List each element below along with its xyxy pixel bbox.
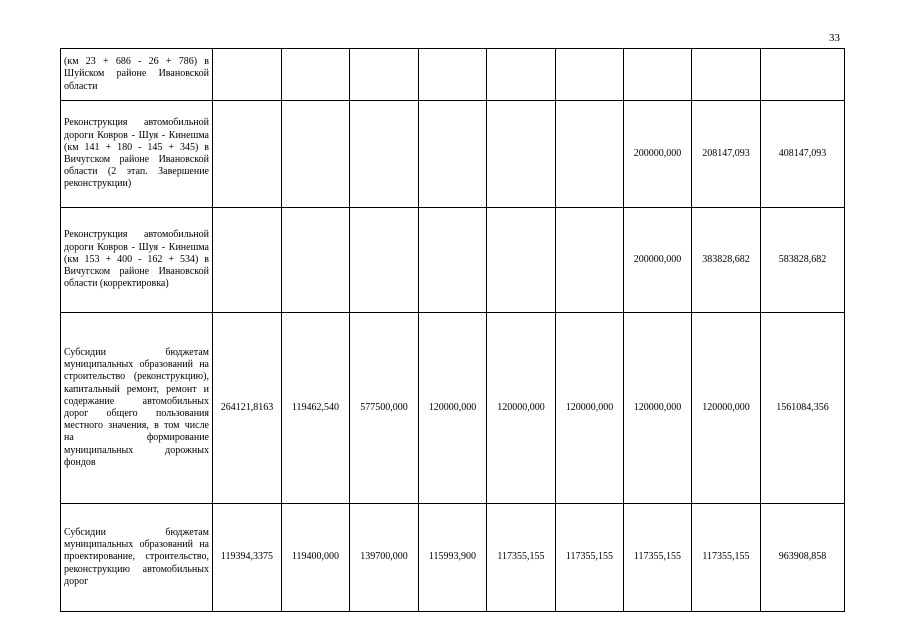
total-cell: 583828,682	[761, 208, 845, 313]
value-cell: 208147,093	[692, 101, 761, 208]
value-cell	[556, 49, 624, 101]
value-cell: 117355,155	[624, 504, 692, 612]
value-cell: 120000,000	[624, 313, 692, 504]
value-cell	[282, 208, 350, 313]
table-row	[61, 49, 845, 101]
value-cell: 120000,000	[692, 313, 761, 504]
value-cell	[282, 49, 350, 101]
total-cell	[761, 49, 845, 101]
value-cell	[487, 49, 556, 101]
total-cell: 963908,858	[761, 504, 845, 612]
value-cell	[213, 101, 282, 208]
value-cell: 577500,000	[350, 313, 419, 504]
value-cell: 120000,000	[419, 313, 487, 504]
value-cell	[213, 49, 282, 101]
row-description: (км 23 + 686 - 26 + 786) в Шуйском районе Ивановской области	[61, 49, 213, 101]
value-cell	[692, 49, 761, 101]
value-cell: 117355,155	[556, 504, 624, 612]
value-cell: 117355,155	[487, 504, 556, 612]
value-cell: 383828,682	[692, 208, 761, 313]
value-cell: 200000,000	[624, 101, 692, 208]
value-cell	[624, 49, 692, 101]
total-cell: 408147,093	[761, 101, 845, 208]
value-cell: 119394,3375	[213, 504, 282, 612]
value-cell: 120000,000	[556, 313, 624, 504]
value-cell: 119400,000	[282, 504, 350, 612]
row-description: Субсидии бюджетам муниципальных образований на проектирование, строительство, реконструкцию автомобильных дорог	[61, 504, 213, 612]
value-cell: 200000,000	[624, 208, 692, 313]
value-cell	[350, 49, 419, 101]
value-cell	[350, 101, 419, 208]
value-cell	[487, 208, 556, 313]
table-row	[61, 313, 845, 504]
row-description: Реконструкция автомобильной дороги Ковров - Шуя - Кинешма (км 153 + 400 - 162 + 534) в Вичугском районе Ивановской области (корректировка)	[61, 208, 213, 313]
value-cell	[487, 101, 556, 208]
budget-table	[60, 48, 845, 612]
value-cell: 264121,8163	[213, 313, 282, 504]
row-description: Субсидии бюджетам муниципальных образований на строительство (реконструкцию), капитальный ремонт, ремонт и содержание автомобильных дорог общего пользования местного значения, в том числе на формирование муниципальных дорожных фондов	[61, 313, 213, 504]
row-description: Реконструкция автомобильной дороги Ковров - Шуя - Кинешма (км 141 + 180 - 145 + 345) в Вичугском районе Ивановской области (2 этап. Завершение реконструкции)	[61, 101, 213, 208]
table-row	[61, 208, 845, 313]
value-cell	[419, 208, 487, 313]
value-cell: 119462,540	[282, 313, 350, 504]
value-cell: 117355,155	[692, 504, 761, 612]
value-cell: 139700,000	[350, 504, 419, 612]
value-cell: 115993,900	[419, 504, 487, 612]
value-cell	[419, 101, 487, 208]
table-row	[61, 504, 845, 612]
value-cell	[350, 208, 419, 313]
value-cell	[556, 208, 624, 313]
value-cell	[419, 49, 487, 101]
table-row	[61, 101, 845, 208]
value-cell	[213, 208, 282, 313]
total-cell: 1561084,356	[761, 313, 845, 504]
page-number: 33	[829, 32, 840, 44]
value-cell	[282, 101, 350, 208]
value-cell: 120000,000	[487, 313, 556, 504]
value-cell	[556, 101, 624, 208]
